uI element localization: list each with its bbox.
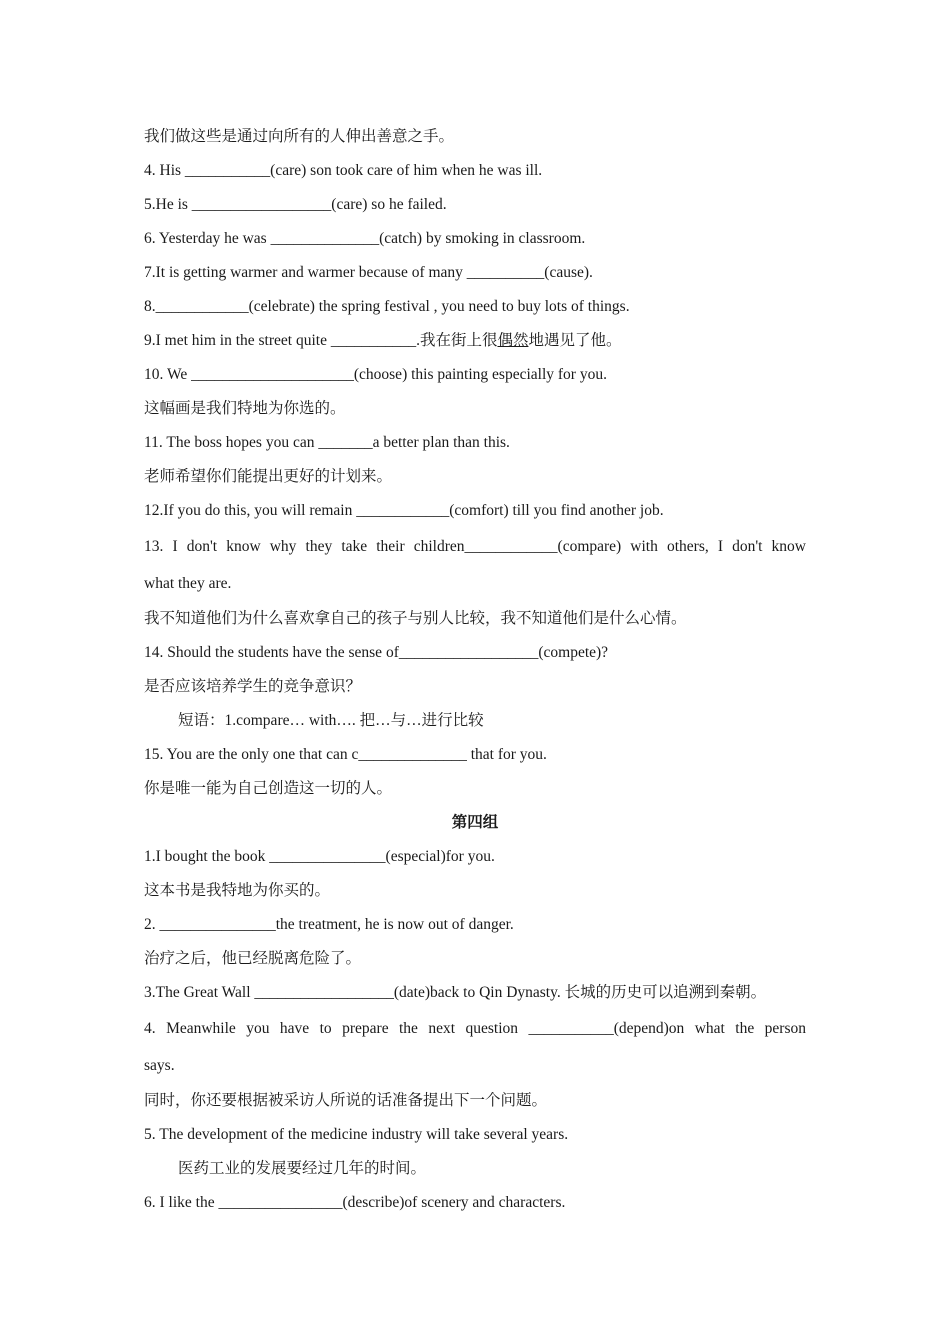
translation-line: 这本书是我特地为你买的。 xyxy=(144,882,331,899)
exercise-13-cont: what they are. xyxy=(144,575,232,592)
translation-line: 这幅画是我们特地为你选的。 xyxy=(144,400,346,417)
exercise-14: 14. Should the students have the sense of__________________(compete)? xyxy=(144,644,609,661)
exercise-12: 12.If you do this, you will remain ____________(comfort) till you find another job. xyxy=(144,502,664,519)
translation-line: 同时，你还要根据被采访人所说的话准备提出下一个问题。 xyxy=(144,1092,548,1109)
exercise-6: 6. Yesterday he was ______________(catch) by smoking in classroom. xyxy=(144,230,586,247)
exercise-10: 10. We _____________________(choose) this painting especially for you. xyxy=(144,366,607,383)
translation-line: 我们做这些是通过向所有的人伸出善意之手。 xyxy=(144,128,455,145)
translation-line: 是否应该培养学生的竞争意识？ xyxy=(144,678,362,695)
exercise-g4-6: 6. I like the ________________(describe)of scenery and characters. xyxy=(144,1194,566,1211)
exercise-g4-4-cont: says. xyxy=(144,1057,175,1074)
phrase-note: 短语：1.compare… with…. 把…与…进行比较 xyxy=(178,712,484,729)
exercise-g4-1: 1.I bought the book _______________(especial)for you. xyxy=(144,848,495,865)
exercise-4: 4. His ___________(care) son took care of him when he was ill. xyxy=(144,162,543,179)
translation-line: 老师希望你们能提出更好的计划来。 xyxy=(144,468,393,485)
underlined-word: 偶然 xyxy=(497,332,529,349)
exercise-9-tail: 地遇见了他。 xyxy=(528,332,622,349)
exercise-11: 11. The boss hopes you can _______a better plan than this. xyxy=(144,434,510,451)
exercise-9-text: 9.I met him in the street quite ___________.我在街上很 xyxy=(144,332,498,349)
section-heading: 第四组 xyxy=(451,814,499,831)
exercise-8: 8.____________(celebrate) the spring festival , you need to buy lots of things. xyxy=(144,298,630,315)
translation-line: 我不知道他们为什么喜欢拿自己的孩子与别人比较，我不知道他们是什么心情。 xyxy=(144,610,687,627)
document-page xyxy=(144,120,806,1220)
exercise-g4-4: 4. Meanwhile you have to prepare the next question ___________(depend)on what the person xyxy=(144,1020,806,1037)
exercise-13: 13. I don't know why they take their children____________(compare) with others, I don't know xyxy=(144,538,806,555)
translation-line: 你是唯一能为自己创造这一切的人。 xyxy=(144,780,393,797)
exercise-7: 7.It is getting warmer and warmer because of many __________(cause). xyxy=(144,264,593,281)
exercise-5: 5.He is __________________(care) so he failed. xyxy=(144,196,447,213)
exercise-g4-2: 2. _______________the treatment, he is now out of danger. xyxy=(144,916,514,933)
exercise-g4-3: 3.The Great Wall __________________(date)back to Qin Dynasty. 长城的历史可以追溯到秦朝。 xyxy=(144,984,767,1001)
translation-line: 治疗之后，他已经脱离危险了。 xyxy=(144,950,362,967)
exercise-9 xyxy=(144,324,806,358)
exercise-15: 15. You are the only one that can c______________ that for you. xyxy=(144,746,547,763)
exercise-g4-5: 5. The development of the medicine industry will take several years. xyxy=(144,1126,569,1143)
translation-line: 医药工业的发展要经过几年的时间。 xyxy=(178,1160,427,1177)
